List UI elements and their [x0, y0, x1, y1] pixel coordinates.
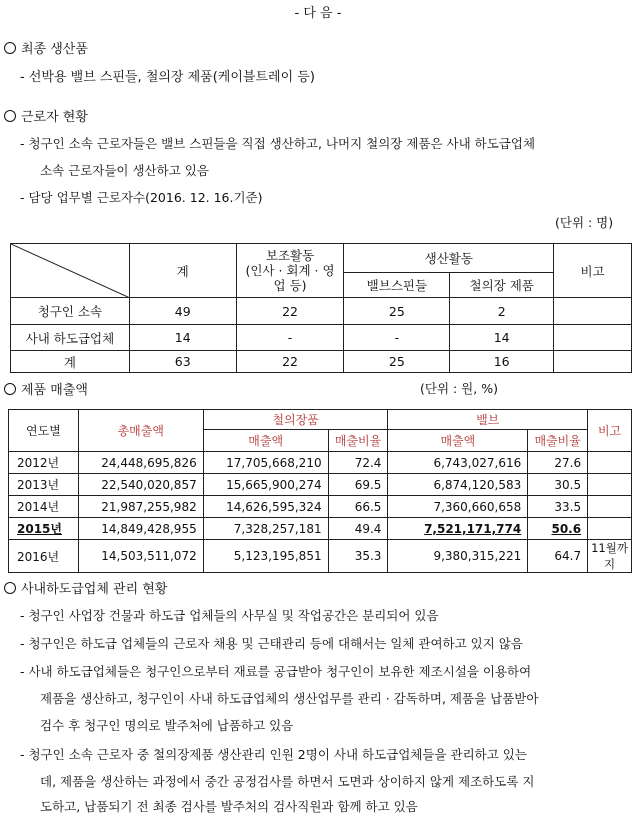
section-heading-text: 사내하도급업체 관리 현황	[21, 582, 168, 597]
table-row: 계 63 22 25 16	[11, 351, 632, 373]
table-row: 청구인 소속 49 22 25 2	[11, 298, 632, 325]
subcontractor-item-4: - 청구인 소속 근로자 중 철의장제품 생산관리 인원 2명이 사내 하도급업체들을 관리하고 있는	[20, 747, 527, 762]
workers-unit: (단위 : 명)	[555, 215, 614, 230]
page-title: - 다 음 -	[294, 6, 342, 21]
section-heading-text: 근로자 현황	[21, 110, 88, 125]
section-heading-final-products	[4, 38, 88, 57]
section-heading-subcontractor	[4, 578, 167, 597]
header-valve-ratio: 매출비율	[528, 430, 588, 452]
diagonal-line-icon	[11, 244, 130, 298]
table-row: 사내 하도급업체 14 - - 14	[11, 325, 632, 351]
header-iron-sales: 매출액	[203, 430, 328, 452]
section-heading-text: 제품 매출액	[21, 383, 88, 398]
final-products-item: - 선박용 밸브 스핀들, 철의장 제품(케이블트레이 등)	[20, 70, 315, 85]
sales-table	[8, 409, 632, 573]
subcontractor-item-4-cont: 도하고, 납품되기 전 최종 검사를 발주처의 검사직원과 함께 하고 있음	[40, 799, 418, 814]
circle-bullet-icon	[4, 383, 16, 395]
circle-bullet-icon	[4, 582, 16, 594]
section-heading-sales	[4, 379, 88, 398]
header-total: 계	[129, 244, 236, 298]
header-note: 비고	[554, 244, 632, 298]
header-note: 비고	[588, 410, 632, 452]
header-valve: 밸브	[388, 410, 588, 430]
subcontractor-item-3-cont: 제품을 생산하고, 청구인이 사내 하도급업체의 생산업무를 관리 · 감독하며, 제품을 납품받아	[40, 691, 539, 706]
header-total-sales: 총매출액	[78, 410, 203, 452]
subcontractor-item-3: - 사내 하도급업체들은 청구인으로부터 재료를 공급받아 청구인이 보유한 제조시설을 이용하여	[20, 664, 532, 679]
section-heading-workers	[4, 106, 88, 125]
subcontractor-item-4-cont: 데, 제품을 생산하는 과정에서 중간 공정검사를 하면서 도면과 상이하지 않게 제조하도록 지	[40, 774, 535, 789]
diagonal-header-cell	[11, 244, 130, 298]
header-production: 생산활동	[344, 244, 554, 273]
header-year: 연도별	[9, 410, 79, 452]
header-valve: 밸브스핀들	[344, 273, 450, 298]
table-row: 2013년 22,540,020,857 15,665,900,274 69.5 6,874,120,583 30.5	[9, 474, 632, 496]
circle-bullet-icon	[4, 42, 16, 54]
circle-bullet-icon	[4, 110, 16, 122]
table-row: 2015년 14,849,428,955 7,328,257,181 49.4 7,521,171,774 50.6	[9, 518, 632, 540]
table-row: 2016년 14,503,511,072 5,123,195,851 35.3 9,380,315,221 64.7 11월까지	[9, 540, 632, 573]
header-iron-goods: 철의장품	[203, 410, 388, 430]
header-iron-ratio: 매출비율	[328, 430, 388, 452]
subcontractor-item-1: - 청구인 사업장 건물과 하도급 업체들의 사무실 및 작업공간은 분리되어 있음	[20, 608, 439, 623]
sales-unit: (단위 : 원, %)	[420, 381, 498, 396]
workers-item-1: - 청구인 소속 근로자들은 밸브 스핀들을 직접 생산하고, 나머지 철의장 제품은 사내 하도급업체	[20, 136, 536, 151]
subcontractor-item-2: - 청구인은 하도급 업체들의 근로자 채용 및 근태관리 등에 대해서는 일체 관여하고 있지 않음	[20, 636, 523, 651]
subcontractor-item-3-cont: 검수 후 청구인 명의로 발주처에 납품하고 있음	[40, 718, 294, 733]
header-iron: 철의장 제품	[450, 273, 554, 298]
header-valve-sales: 매출액	[388, 430, 528, 452]
table-row: 2012년 24,448,695,826 17,705,668,210 72.4 6,743,027,616 27.6	[9, 452, 632, 474]
workers-table	[10, 243, 632, 373]
workers-item-2: - 담당 업무별 근로자수(2016. 12. 16.기준)	[20, 190, 263, 205]
workers-item-1-cont: 소속 근로자들이 생산하고 있음	[40, 163, 209, 178]
table-row: 2014년 21,987,255,982 14,626,595,324 66.5 7,360,660,658 33.5	[9, 496, 632, 518]
section-heading-text: 최종 생산품	[21, 42, 88, 57]
header-support: 보조활동 (인사 · 회계 · 영 업 등)	[236, 244, 344, 298]
